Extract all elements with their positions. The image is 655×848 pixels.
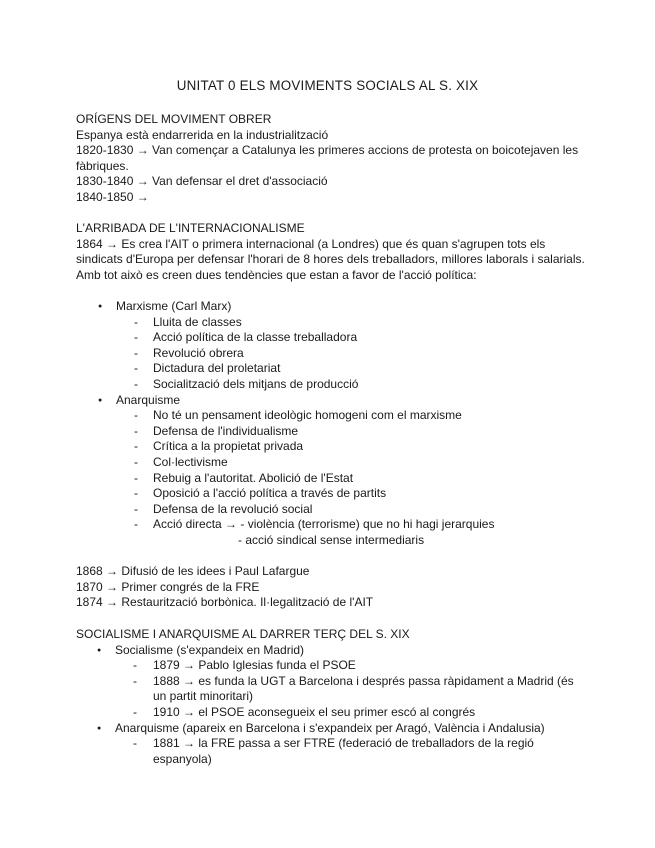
- sub-list-item: - Defensa de la revolució social: [76, 502, 586, 518]
- sub-list-item: - Acció directa → - violència (terrorisme) que no hi hagi jerarquies: [76, 517, 586, 533]
- sub-list-item: - Revolució obrera: [76, 346, 586, 362]
- text-line: 1870 → Primer congrés de la FRE: [76, 579, 260, 594]
- section-heading: L'ARRIBADA DE L'INTERNACIONALISME: [76, 221, 305, 235]
- text-line: 1830-1840 → Van defensar el dret d'associació: [76, 174, 328, 189]
- text-line: 1840-1850 →: [76, 189, 149, 204]
- dates-list: [76, 564, 586, 611]
- sub-list-continuation: - acció sindical sense intermediaris: [238, 532, 425, 547]
- text-line: Espanya està endarrerida en la industrialització: [76, 127, 329, 142]
- sub-list-item: - Defensa de l'individualisme: [76, 424, 586, 440]
- document-title: UNITAT 0 ELS MOVIMENTS SOCIALS AL S. XIX: [176, 78, 479, 93]
- sub-list-item: - Col·lectivisme: [76, 455, 586, 471]
- text-line: 1820-1830 → Van començar a Catalunya les primeres accions de protesta on boicotejaven les fàbriques.: [76, 143, 579, 173]
- sub-list-item: - 1910 → el PSOE aconsegueix el seu primer escó al congrés: [76, 705, 583, 721]
- sub-list-item: - Lluita de classes: [76, 315, 586, 331]
- list-item: ● Anarquisme (apareix en Barcelona i s'expandeix per Aragó, València i Andalusia): [76, 721, 586, 737]
- section-origens: [76, 112, 586, 206]
- sub-list-item: - Rebuig a l'autoritat. Abolició de l'Estat: [76, 471, 586, 487]
- list-item: ● Anarquisme: [76, 393, 586, 409]
- text-line: 1868 → Difusió de les idees i Paul Lafargue: [76, 564, 310, 578]
- list-item: ● Marxisme (Carl Marx): [76, 299, 586, 315]
- section-heading: ORÍGENS DEL MOVIMENT OBRER: [76, 112, 272, 126]
- sub-list-item: - Acció política de la classe treballadora: [76, 330, 586, 346]
- sub-list-item: - Crítica a la propietat privada: [76, 439, 586, 455]
- sub-list-item: - 1881 → la FRE passa a ser FTRE (federació de treballadors de la regió espanyola): [76, 736, 583, 767]
- sub-list-item: - 1888 → es funda la UGT a Barcelona i després passa ràpidament a Madrid (és un partit minoritari): [76, 674, 583, 705]
- sub-list-item: - Dictadura del proletariat: [76, 361, 586, 377]
- sub-list-item: - 1879 → Pablo Iglesias funda el PSOE: [76, 658, 583, 674]
- sub-list-item: - Socialització dels mitjans de producció: [76, 377, 586, 393]
- section-socialisme-anarquisme: [76, 627, 586, 767]
- sub-list-item: - Oposició a l'acció política a través de partits: [76, 486, 586, 502]
- list-item: ● Socialisme (s'expandeix en Madrid): [76, 643, 586, 659]
- text-line: 1874 → Restaurització borbònica. Il·legalització de l'AIT: [76, 595, 374, 610]
- paragraph: 1864 → Es crea l'AIT o primera internacional (a Londres) que és quan s'agrupen tots els sindicats d'Europa per defensar l'horari de 8 hores dels treballadors, millores laborals i salarials. Amb tot això es creen dues tendències que estan a favor de l'acció política:: [76, 236, 585, 282]
- section-heading: SOCIALISME I ANARQUISME AL DARRER TERÇ DEL S. XIX: [76, 627, 410, 641]
- tendencies-list: [76, 299, 586, 549]
- sub-list-item: - No té un pensament ideològic homogeni com el marxisme: [76, 408, 586, 424]
- section-internacionalisme: [76, 221, 586, 283]
